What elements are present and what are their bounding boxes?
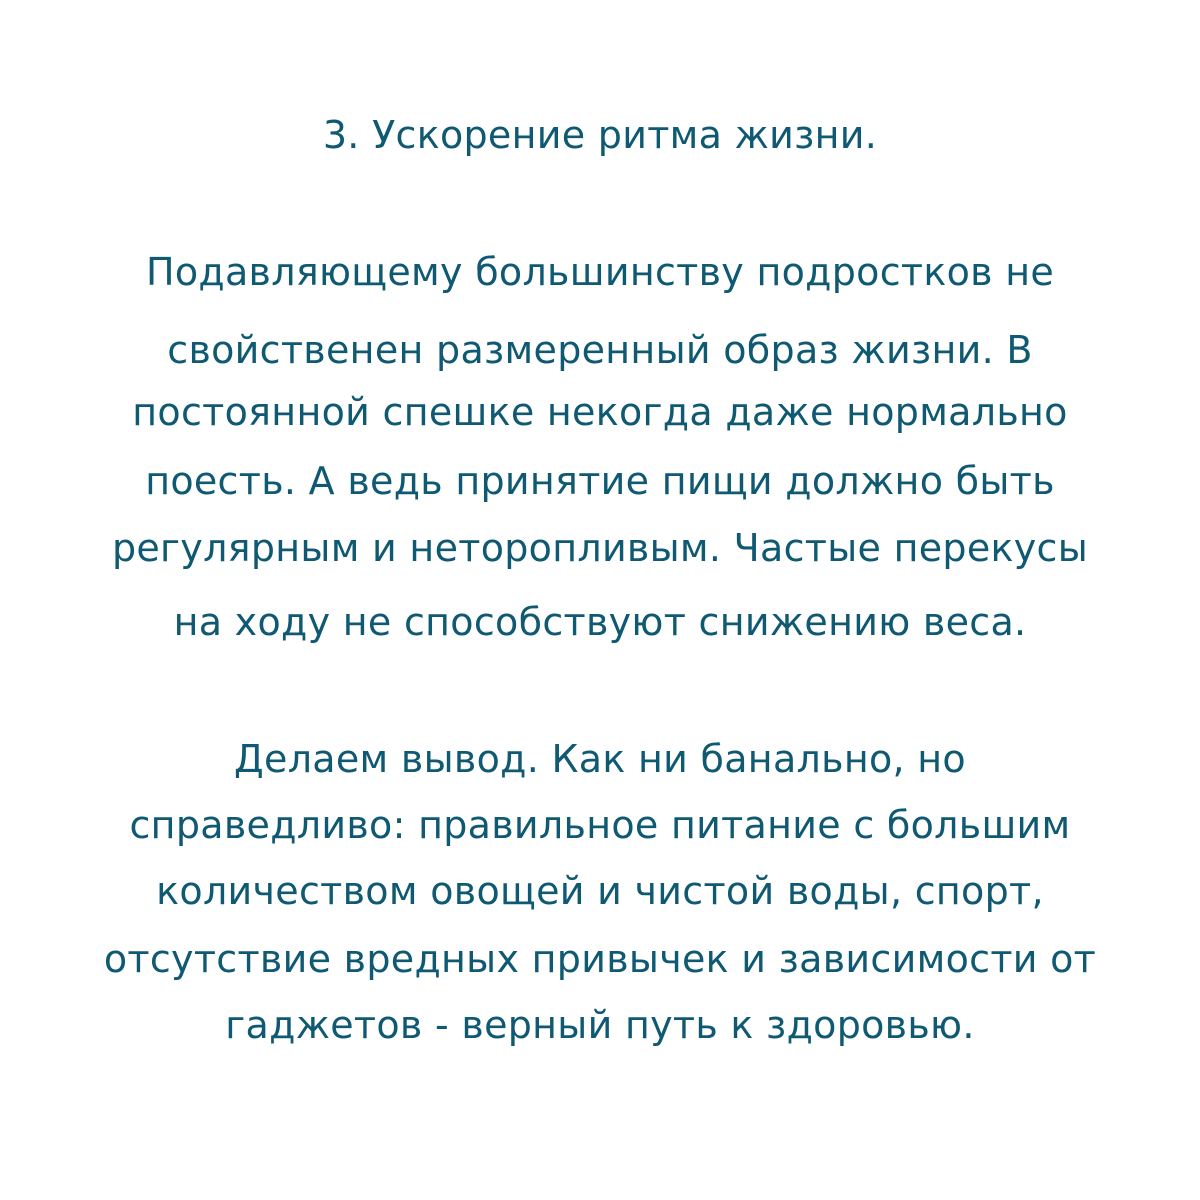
heading: 3. Ускорение ритма жизни. [322, 113, 878, 157]
paragraph-line: свойственен размеренный образ жизни. В [167, 328, 1033, 372]
paragraph-line: регулярным и неторопливым. Частые перекусы [111, 526, 1089, 570]
paragraph-line: отсутствие вредных привычек и зависимости от [103, 937, 1097, 981]
paragraph-line: Подавляющему большинству подростков не [145, 250, 1055, 294]
paragraph-line: на ходу не способствуют снижению веса. [173, 600, 1027, 644]
paragraph-line: Делаем вывод. Как ни банально, но [234, 737, 966, 781]
paragraph-line: количеством овощей и чистой воды, спорт, [156, 869, 1044, 913]
paragraph-line: поесть. А ведь принятие пищи должно быть [145, 459, 1055, 503]
paragraph-line: постоянной спешке некогда даже нормально [132, 390, 1068, 434]
paragraph-line: гаджетов - верный путь к здоровью. [225, 1003, 975, 1047]
paragraph-line: справедливо: правильное питание с большим [129, 803, 1071, 847]
